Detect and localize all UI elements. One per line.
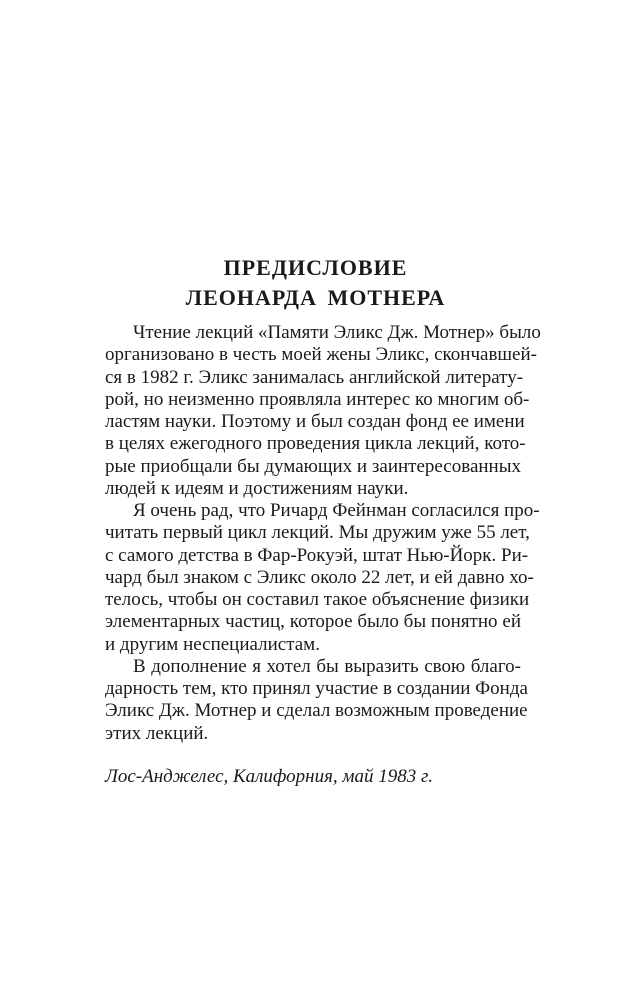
- signature-place-date: Лос-Анджелес, Калифорния, май 1983 г.: [105, 766, 433, 787]
- paragraph-line: и другим неспециалистам.: [105, 633, 320, 655]
- paragraph-line: в целях ежегодного проведения цикла лекций, кото-: [105, 433, 526, 455]
- paragraph-line: читать первый цикл лекций. Мы дружим уже 55 лет,: [105, 522, 530, 544]
- paragraph-line: телось, чтобы он составил такое объяснение физики: [105, 589, 530, 610]
- paragraph-line: этих лекций.: [105, 722, 209, 744]
- paragraph-line: чард был знаком с Эликс около 22 лет, и ей давно хо-: [105, 566, 534, 588]
- paragraph-line: дарность тем, кто принял участие в создании Фонда: [105, 678, 528, 699]
- paragraph-line: людей к идеям и достижениям науки.: [105, 477, 409, 499]
- preface-body: [105, 322, 541, 745]
- paragraph-line: элементарных частиц, которое было бы понятно ей: [105, 611, 521, 633]
- paragraph-line: с самого детства в Фар-Рокуэй, штат Нью-Йорк. Ри-: [105, 544, 529, 566]
- paragraph-line: В дополнение я хотел бы выразить свою благо-: [133, 655, 521, 677]
- paragraph-line: ся в 1982 г. Эликс занималась английской литерату-: [105, 366, 524, 388]
- paragraph-line: рые приобщали бы думающих и заинтересованных: [105, 455, 521, 477]
- preface-title-line-2: ЛЕОНАРДА МОТНЕРА: [185, 285, 446, 310]
- paragraph-line: рой, но неизменно проявляла интерес ко многим об-: [105, 388, 530, 410]
- paragraph-line: организовано в честь моей жены Эликс, скончавшей-: [105, 344, 537, 366]
- paragraph-line: Чтение лекций «Памяти Эликс Дж. Мотнер» было: [133, 322, 541, 343]
- paragraph-line: Эликс Дж. Мотнер и сделал возможным проведение: [105, 700, 528, 722]
- paragraph-line: ластям науки. Поэтому и был создан фонд ее имени: [105, 411, 525, 432]
- preface-title-line-1: ПРЕДИСЛОВИЕ: [223, 255, 408, 280]
- paragraph-line: Я очень рад, что Ричард Фейнман согласился про-: [133, 500, 540, 521]
